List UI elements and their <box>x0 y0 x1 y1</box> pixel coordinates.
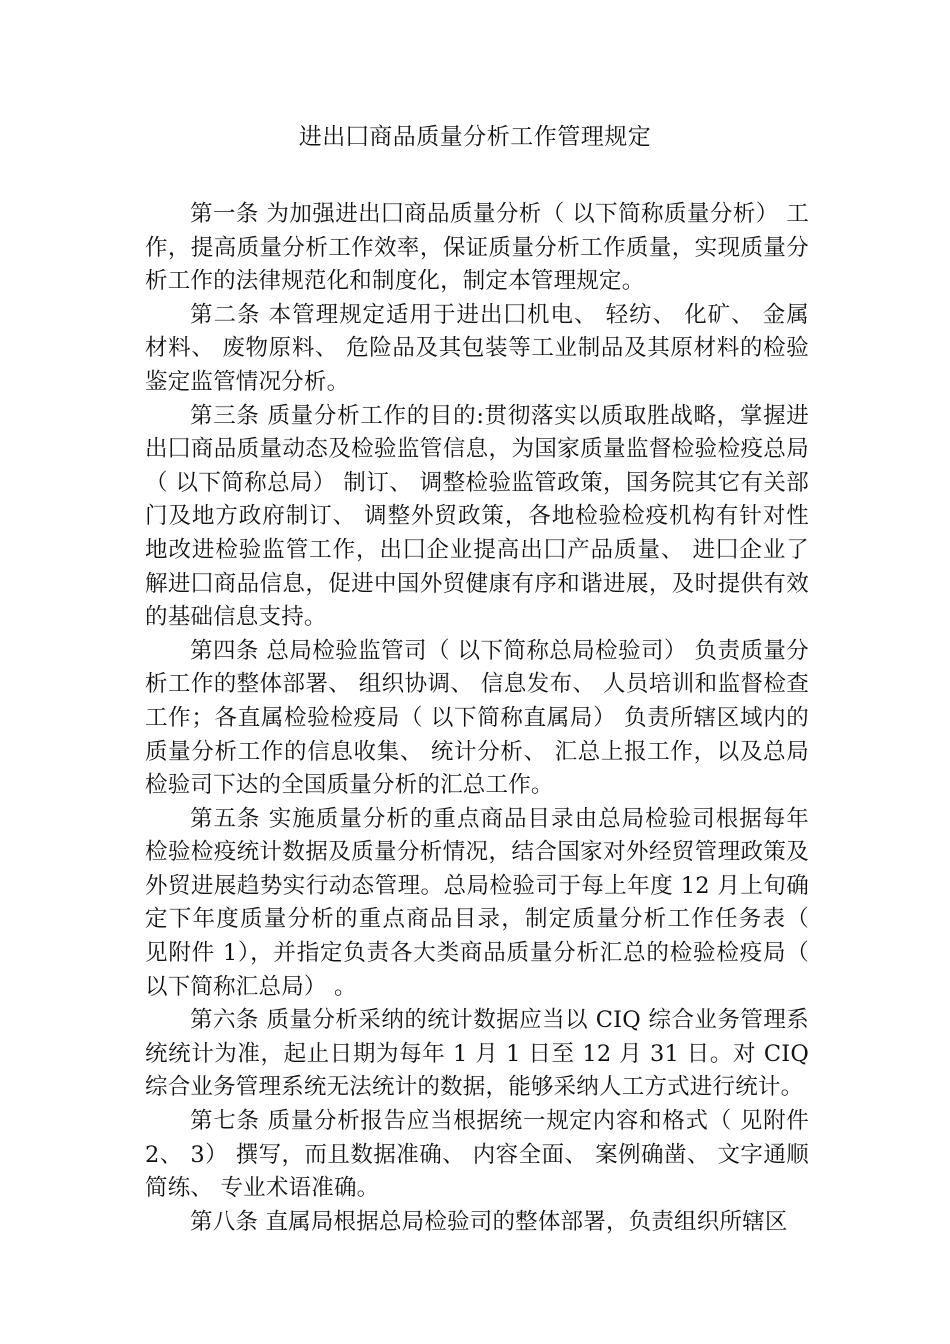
article-2: 第二条 本管理规定适用于进出囗机电、 轻纺、 化矿、 金属材料、 废物原料、 危险品及其包装等工业制品及其原材料的检验鉴定监管情况分析。 <box>145 301 809 395</box>
article-4: 第四条 总局检验监管司（ 以下简称总局检验司） 负责质量分析工作的整体部署、 组织协调、 信息发布、 人员培训和监督检查工作；各直属检验检疫局（ 以下简称直属局） 负责所辖区域内的质量分析工作的信息收集、 统计分析、 汇总上报工作，以及总局检验司下达的全国质量分析的汇总工作。 <box>145 637 809 799</box>
article-5: 第五条 实施质量分析的重点商品目录由总局检验司根据每年检验检疫统计数据及质量分析情况，结合国家对外经贸管理政策及外贸进展趋势实行动态管理。总局检验司于每上年度 12 月上旬确定下年度质量分析的重点商品目录，制定质量分析工作任务表（ 见附件 1），并指定负责各大类商品质量分析汇总的检验检疫局（ 以下简称汇总局） 。 <box>145 805 809 1000</box>
document-body <box>145 198 809 1239</box>
document-title: 进出囗商品质量分析工作管理规定 <box>298 124 652 150</box>
article-3: 第三条 质量分析工作的目的:贯彻落实以质取胜战略，掌握进出囗商品质量动态及检验监管信息，为国家质量监督检验检疫总局（ 以下简称总局） 制订、 调整检验监管政策，国务院其它有关部门及地方政府制订、 调整外贸政策，各地检验检疫机构有针对性地改进检验监管工作，出囗企业提高出囗产品质量、 进囗企业了解进囗商品信息，促进中国外贸健康有序和谐进展，及时提供有效的基础信息支持。 <box>145 402 809 631</box>
article-8: 第八条 直属局根据总局检验司的整体部署，负责组织所辖区 <box>190 1208 788 1235</box>
article-7: 第七条 质量分析报告应当根据统一规定内容和格式（ 见附件 2、 3） 撰写，而且数据准确、 内容全面、 案例确凿、 文字通顺简练、 专业术语准确。 <box>145 1108 809 1202</box>
article-6: 第六条 质量分析采纳的统计数据应当以 CIQ 综合业务管理系统统计为准，起止日期为每年 1 月 1 日至 12 月 31 日。对 CIQ 综合业务管理系统无法统计的数据，能够采纳人工方式进行统计。 <box>145 1007 809 1101</box>
article-1: 第一条 为加强进出囗商品质量分析（ 以下简称质量分析） 工作，提高质量分析工作效率，保证质量分析工作质量，实现质量分析工作的法律规范化和制度化，制定本管理规定。 <box>145 201 809 295</box>
